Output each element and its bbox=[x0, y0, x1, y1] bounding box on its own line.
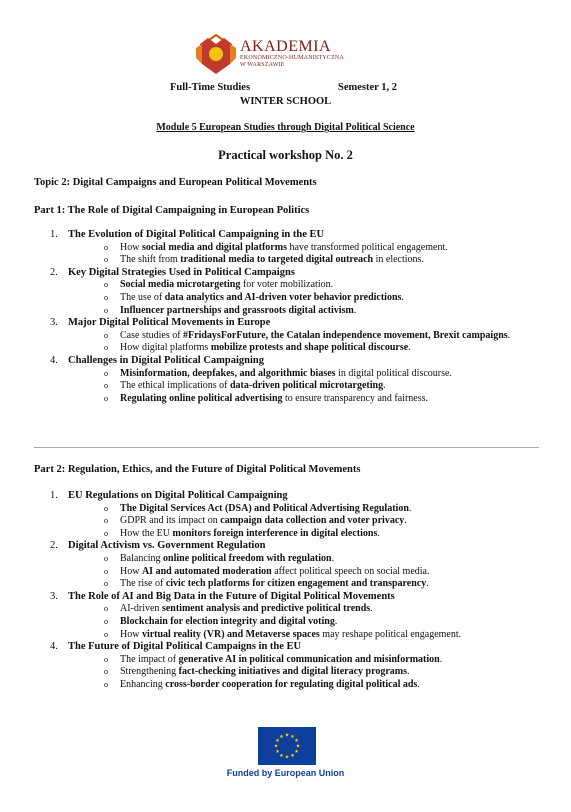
body-text: for voter mobilization. bbox=[240, 279, 334, 291]
body-text: . bbox=[383, 380, 386, 392]
item-title: Challenges in Digital Political Campaigning bbox=[68, 354, 265, 366]
emphasis-text: civic tech platforms for citizen engagement and transparency bbox=[165, 578, 427, 590]
workshop-title: Practical workshop No. 2 bbox=[218, 148, 353, 162]
sub-bullet bbox=[104, 616, 520, 629]
emphasis-text: Social media microtargeting bbox=[120, 279, 241, 291]
body-text: Balancing bbox=[120, 552, 164, 564]
item-title: The Future of Digital Political Campaigns in the EU bbox=[68, 641, 302, 653]
university-logo bbox=[194, 34, 394, 76]
emphasis-text: fact-checking initiatives and digital literacy programs bbox=[178, 666, 408, 678]
body-text: The use of bbox=[120, 291, 165, 303]
item-number: 3. bbox=[50, 317, 58, 329]
part2-list bbox=[50, 490, 520, 692]
item-title: Key Digital Strategies Used in Political Campaigns bbox=[68, 266, 295, 278]
item-title: The Role of AI and Big Data in the Future of Digital Political Movements bbox=[68, 590, 395, 602]
bullet-icon: o bbox=[104, 579, 108, 589]
body-text: affect political speech on social media. bbox=[271, 565, 430, 577]
star-icon: ★ bbox=[294, 739, 299, 745]
body-text: may reshape political engagement. bbox=[319, 628, 462, 640]
institution-city: W WARSZAWIE bbox=[240, 62, 285, 68]
bullet-icon: o bbox=[104, 516, 108, 526]
body-text: . bbox=[408, 342, 411, 354]
body-text: have transformed political engagement. bbox=[286, 241, 448, 253]
body-text: . bbox=[417, 678, 420, 690]
institution-subtitle: EKONOMICZNO-HUMANISTYCZNA bbox=[240, 55, 344, 61]
sub-bullet bbox=[104, 279, 520, 292]
part1-list bbox=[50, 229, 520, 405]
list-item bbox=[50, 540, 520, 590]
emphasis-text: virtual reality (VR) and Metaverse spaces bbox=[141, 628, 320, 640]
bullet-icon: o bbox=[104, 255, 108, 265]
sub-bullet bbox=[104, 515, 520, 528]
body-text: The impact of bbox=[120, 653, 179, 665]
list-item bbox=[50, 641, 520, 691]
sub-bullet bbox=[104, 254, 520, 267]
body-text: . bbox=[401, 291, 404, 303]
sub-bullet bbox=[104, 553, 520, 566]
emphasis-text: traditional media to targeted digital outreach bbox=[180, 254, 374, 266]
bullet-icon: o bbox=[104, 368, 108, 378]
bullet-icon: o bbox=[104, 292, 108, 302]
list-item bbox=[50, 355, 520, 405]
bullet-icon: o bbox=[104, 629, 108, 639]
emphasis-text: data-driven political microtargeting bbox=[229, 380, 384, 392]
sub-bullet bbox=[104, 393, 520, 406]
item-number: 2. bbox=[50, 266, 58, 278]
body-text: The rise of bbox=[120, 578, 166, 590]
part2-heading: Part 2: Regulation, Ethics, and the Future of Digital Political Movements bbox=[34, 464, 361, 475]
emphasis-text: data analytics and AI-driven voter behavior predictions bbox=[164, 291, 402, 303]
body-text: How the EU bbox=[120, 527, 173, 539]
star-icon: ★ bbox=[284, 733, 290, 739]
bullet-icon: o bbox=[104, 343, 108, 353]
bullet-icon: o bbox=[104, 528, 108, 538]
emphasis-text: #FridaysForFuture, the Catalan independence movement, Brexit campaigns bbox=[183, 329, 508, 341]
body-text: . bbox=[331, 552, 335, 564]
body-text: . bbox=[439, 653, 443, 665]
body-text: in elections. bbox=[373, 254, 424, 266]
crest-icon bbox=[194, 34, 238, 76]
bullet-icon: o bbox=[104, 679, 108, 689]
topic-heading: Topic 2: Digital Campaigns and European Political Movements bbox=[34, 177, 317, 188]
list-item bbox=[50, 317, 520, 355]
body-text: . bbox=[353, 304, 357, 316]
sub-bullet bbox=[104, 679, 520, 692]
sub-bullet bbox=[104, 330, 520, 343]
body-text: in digital political discourse. bbox=[335, 367, 452, 379]
sub-bullet bbox=[104, 603, 520, 616]
body-text: GDPR and its impact on bbox=[120, 515, 221, 527]
sub-bullet bbox=[104, 380, 520, 393]
module-title: Module 5 European Studies through Digital Political Science bbox=[156, 122, 415, 133]
emphasis-text: generative AI in political communication and misinformation bbox=[178, 653, 440, 665]
bullet-icon: o bbox=[104, 654, 108, 664]
item-title: EU Regulations on Digital Political Campaigning bbox=[68, 490, 288, 501]
item-number: 4. bbox=[50, 354, 58, 366]
body-text: . bbox=[507, 329, 511, 341]
sub-bullet bbox=[104, 666, 520, 679]
item-title: Major Digital Political Movements in Europe bbox=[68, 317, 271, 329]
body-text: . bbox=[426, 578, 429, 590]
body-text: Case studies of bbox=[120, 329, 184, 341]
sub-bullet bbox=[104, 654, 520, 667]
study-mode: Full-Time Studies bbox=[170, 82, 251, 93]
item-number: 3. bbox=[50, 590, 58, 602]
body-text: . bbox=[334, 615, 338, 627]
bullet-icon: o bbox=[104, 553, 108, 563]
emphasis-text: Influencer partnerships and grassroots digital activism bbox=[120, 304, 354, 316]
sub-bullet bbox=[104, 305, 520, 318]
sub-bullet bbox=[104, 292, 520, 305]
semester: Semester 1, 2 bbox=[338, 82, 397, 93]
star-icon: ★ bbox=[290, 735, 295, 741]
bullet-icon: o bbox=[104, 381, 108, 391]
eu-flag-icon bbox=[258, 727, 316, 765]
emphasis-text: AI and automated moderation bbox=[141, 565, 272, 577]
bullet-icon: o bbox=[104, 330, 108, 340]
item-title: The Evolution of Digital Political Campaigning in the EU bbox=[68, 229, 325, 240]
item-number: 2. bbox=[50, 540, 58, 552]
body-text: The ethical implications of bbox=[120, 380, 230, 392]
funded-by-label: Funded by European Union bbox=[226, 768, 345, 778]
body-text: AI-driven bbox=[120, 603, 162, 615]
item-number: 1. bbox=[50, 490, 58, 501]
emphasis-text: monitors foreign interference in digital elections bbox=[172, 527, 378, 539]
sub-bullet bbox=[104, 368, 520, 381]
bullet-icon: o bbox=[104, 305, 108, 315]
body-text: How bbox=[120, 565, 142, 577]
bullet-icon: o bbox=[104, 280, 108, 290]
item-title: Digital Activism vs. Government Regulation bbox=[68, 540, 266, 552]
body-text: . bbox=[407, 666, 410, 678]
body-text: . bbox=[370, 603, 373, 615]
star-icon: ★ bbox=[295, 744, 301, 750]
body-text: . bbox=[408, 502, 412, 514]
emphasis-text: online political freedom with regulation bbox=[163, 552, 332, 564]
part1-heading: Part 1: The Role of Digital Campaigning in European Politics bbox=[34, 205, 310, 216]
item-number: 1. bbox=[50, 229, 58, 240]
bullet-icon: o bbox=[104, 242, 108, 252]
emphasis-text: sentiment analysis and predictive political trends bbox=[161, 603, 371, 615]
star-icon: ★ bbox=[290, 754, 295, 760]
body-text: Strengthening bbox=[120, 666, 179, 678]
brand-text bbox=[240, 39, 344, 69]
sub-bullet bbox=[104, 242, 520, 255]
star-icon: ★ bbox=[275, 750, 280, 756]
sub-bullet bbox=[104, 629, 520, 642]
body-text: to ensure transparency and fairness. bbox=[282, 392, 429, 404]
emphasis-text: mobilize protests and shape political discourse bbox=[210, 342, 409, 354]
sub-bullet bbox=[104, 566, 520, 579]
body-text: How digital platforms bbox=[120, 342, 211, 354]
body-text: How bbox=[120, 628, 142, 640]
item-number: 4. bbox=[50, 641, 58, 653]
bullet-icon: o bbox=[104, 393, 108, 403]
sub-bullet bbox=[104, 528, 520, 541]
sub-bullet bbox=[104, 342, 520, 355]
emphasis-text: Blockchain for election integrity and digital voting bbox=[120, 615, 335, 627]
sub-bullet bbox=[104, 503, 520, 516]
body-text: The shift from bbox=[120, 254, 181, 266]
body-text: How bbox=[120, 241, 142, 253]
list-item bbox=[50, 490, 520, 540]
bullet-icon: o bbox=[104, 604, 108, 614]
star-icon: ★ bbox=[294, 750, 299, 756]
bullet-icon: o bbox=[104, 503, 108, 513]
star-icon: ★ bbox=[279, 754, 284, 760]
emphasis-text: cross-border cooperation for regulating digital political ads bbox=[165, 678, 418, 690]
bullet-icon: o bbox=[104, 667, 108, 677]
emphasis-text: Misinformation, deepfakes, and algorithmic biases bbox=[120, 367, 336, 379]
star-icon: ★ bbox=[279, 735, 284, 741]
institution-name: AKADEMIA bbox=[240, 38, 332, 55]
star-icon: ★ bbox=[275, 739, 280, 745]
bullet-icon: o bbox=[104, 616, 108, 626]
school-name: WINTER SCHOOL bbox=[239, 96, 332, 107]
divider bbox=[34, 447, 539, 448]
star-icon: ★ bbox=[273, 744, 279, 750]
bullet-icon: o bbox=[104, 566, 108, 576]
body-text: . bbox=[404, 515, 407, 527]
list-item bbox=[50, 267, 520, 317]
list-item bbox=[50, 591, 520, 641]
body-text: Enhancing bbox=[120, 678, 166, 690]
emphasis-text: The Digital Services Act (DSA) and Political Advertising Regulation bbox=[120, 502, 409, 514]
star-icon: ★ bbox=[284, 755, 290, 761]
emphasis-text: campaign data collection and voter privacy bbox=[220, 515, 405, 527]
body-text: . bbox=[377, 527, 380, 539]
sub-bullet bbox=[104, 578, 520, 591]
emphasis-text: social media and digital platforms bbox=[141, 241, 287, 253]
emphasis-text: Regulating online political advertising bbox=[120, 392, 283, 404]
list-item bbox=[50, 229, 520, 267]
